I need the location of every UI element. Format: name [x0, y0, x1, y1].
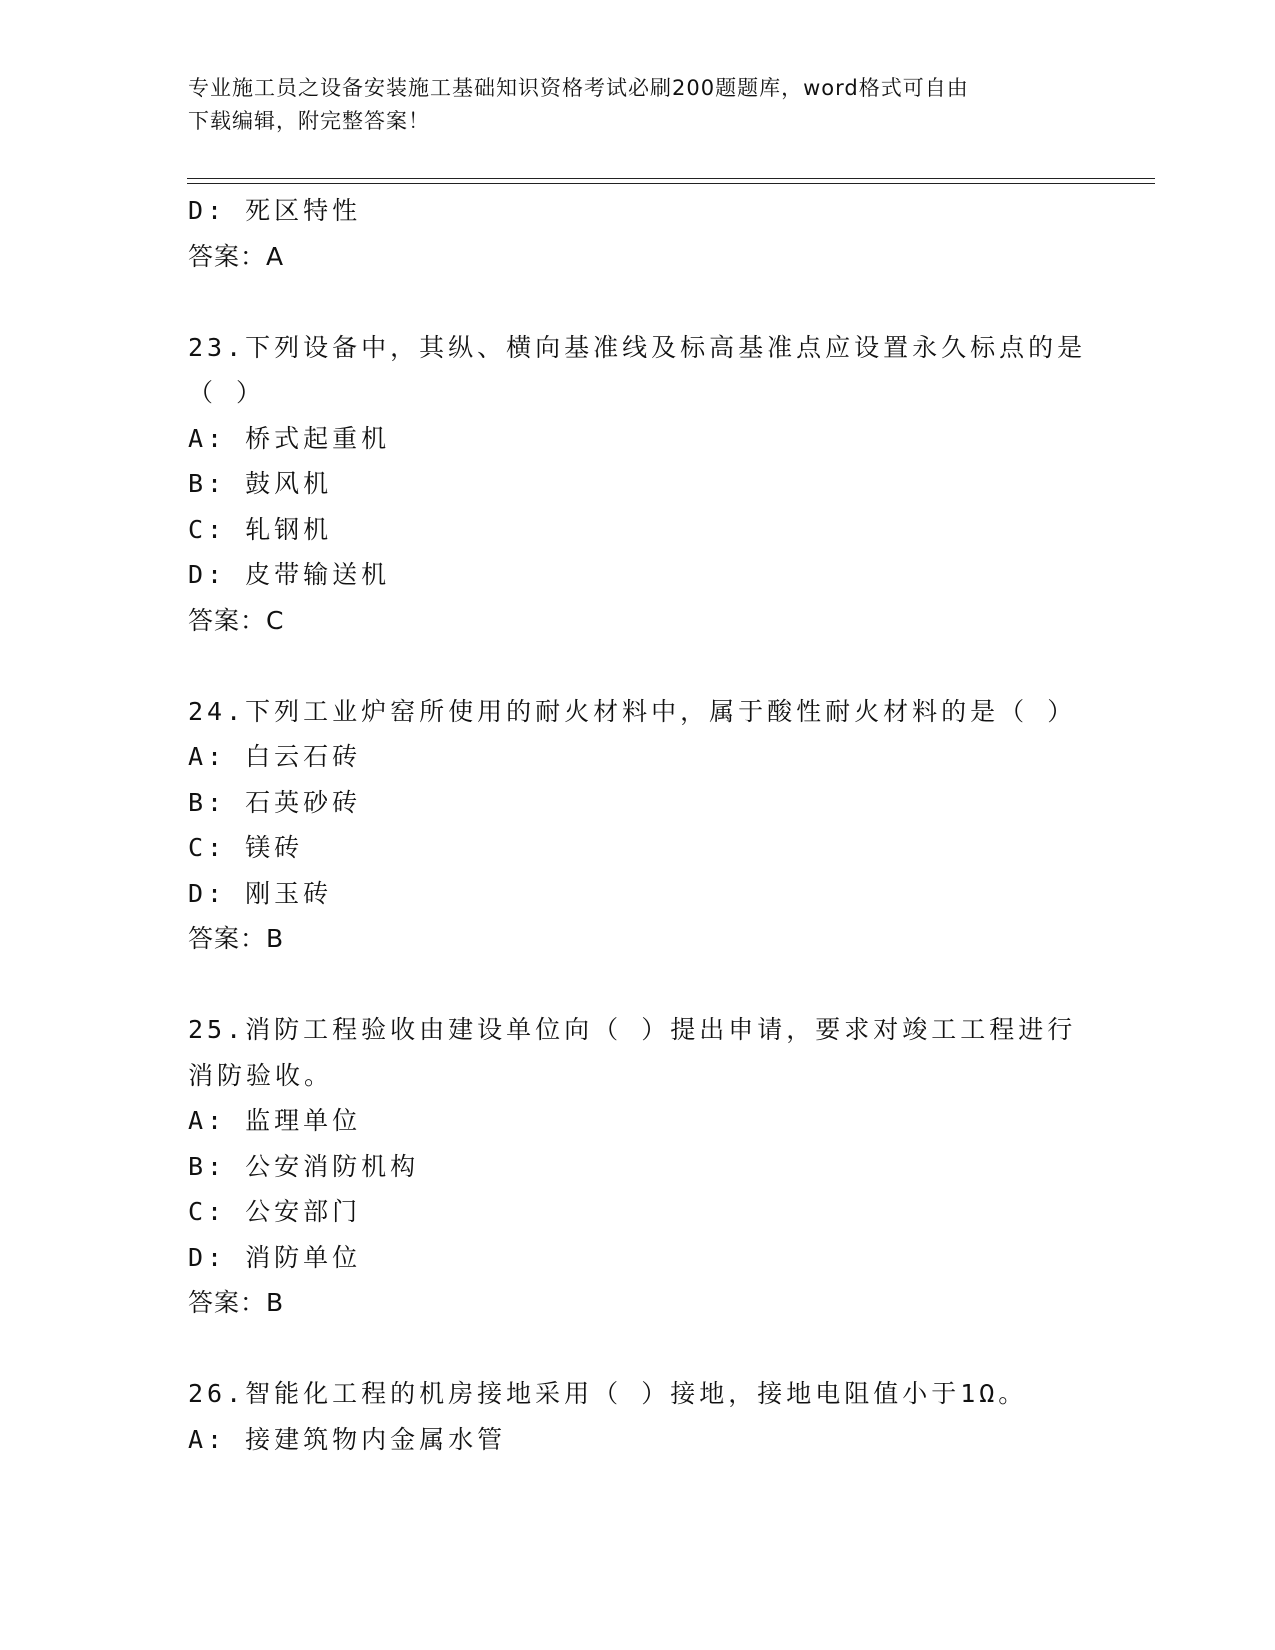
question-stem-continued: 消防验收。	[188, 1060, 334, 1090]
question-stem: 26.智能化工程的机房接地采用（ ）接地，接地电阻值小于1Ω。	[188, 1379, 1028, 1408]
spacer	[188, 1326, 1088, 1372]
option-c: C: 镁砖	[188, 833, 304, 862]
document-header	[188, 72, 1088, 138]
question-stem: 23.下列设备中，其纵、横向基准线及标高基准点应设置永久标点的是	[188, 332, 1087, 362]
question-stem-continued: （ ）	[188, 378, 266, 407]
option-d: D: 死区特性	[188, 196, 362, 225]
option-b: B: 石英砂砖	[188, 787, 362, 817]
option-a: A: 桥式起重机	[188, 423, 391, 453]
question-26	[188, 1371, 1088, 1462]
question-list	[188, 188, 1088, 1462]
option-d: D: 皮带输送机	[188, 560, 391, 589]
option-a: A: 接建筑物内金属水管	[188, 1424, 507, 1454]
header-divider-top	[187, 178, 1155, 179]
question-stem: 25.消防工程验收由建设单位向（ ）提出申请，要求对竣工工程进行	[188, 1015, 1077, 1044]
question-stem: 24.下列工业炉窑所使用的耐火材料中，属于酸性耐火材料的是（ ）	[188, 696, 1077, 726]
header-line-2: 下载编辑，附完整答案！	[188, 109, 430, 133]
answer-line: 答案：B	[188, 1288, 285, 1317]
spacer	[188, 962, 1088, 1008]
header-divider-bottom	[187, 183, 1155, 184]
option-d: D: 刚玉砖	[188, 878, 333, 908]
question-24	[188, 689, 1088, 962]
answer-line: 答案：C	[188, 605, 285, 635]
question-23	[188, 325, 1088, 644]
option-b: B: 公安消防机构	[188, 1151, 420, 1181]
spacer	[188, 279, 1088, 325]
option-a: A: 监理单位	[188, 1106, 362, 1135]
question-25	[188, 1007, 1088, 1326]
header-line-1: 专业施工员之设备安装施工基础知识资格考试必刷200题题库，word格式可自由	[188, 76, 969, 100]
option-c: C: 公安部门	[188, 1197, 362, 1226]
spacer	[188, 643, 1088, 689]
option-c: C: 轧钢机	[188, 514, 333, 544]
answer-line: 答案：A	[188, 241, 285, 271]
option-d: D: 消防单位	[188, 1242, 362, 1272]
option-b: B: 鼓风机	[188, 469, 333, 498]
option-a: A: 白云石砖	[188, 742, 362, 771]
answer-line: 答案：B	[188, 924, 285, 953]
